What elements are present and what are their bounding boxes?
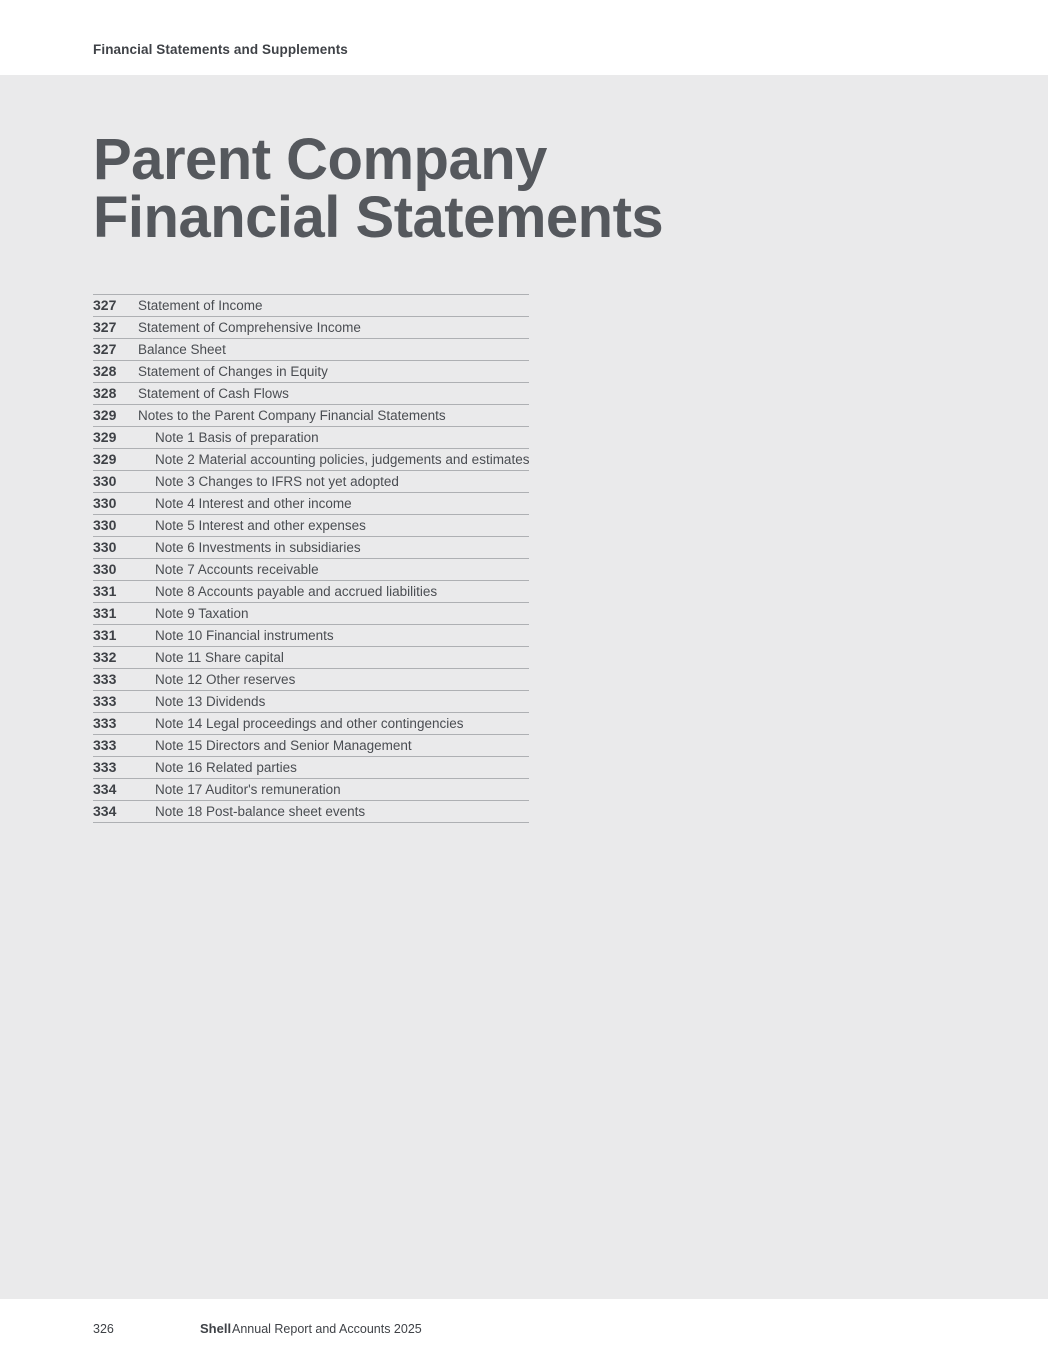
toc-entry[interactable] [93, 559, 529, 581]
toc-entry[interactable] [93, 581, 529, 603]
toc-entry-title: Note 10 Financial instruments [155, 628, 334, 643]
toc-entry[interactable] [93, 427, 529, 449]
toc-entry-title: Balance Sheet [138, 342, 226, 357]
toc-entry-page: 327 [93, 341, 117, 357]
toc-entry-title: Note 13 Dividends [155, 694, 266, 709]
footer-report-title: Annual Report and Accounts 2025 [232, 1322, 422, 1336]
section-label: Financial Statements and Supplements [93, 42, 348, 57]
toc-entry[interactable] [93, 757, 529, 779]
toc-entry[interactable] [93, 801, 529, 823]
toc-entry[interactable] [93, 603, 529, 625]
toc-entry-page: 331 [93, 605, 117, 621]
toc-entry-title: Note 16 Related parties [155, 760, 297, 775]
toc-entry-page: 330 [93, 539, 117, 555]
toc-entry[interactable] [93, 537, 529, 559]
toc-entry[interactable] [93, 361, 529, 383]
page-title [93, 127, 664, 250]
toc-entry-title: Statement of Comprehensive Income [138, 320, 361, 335]
toc-entry-title: Note 14 Legal proceedings and other contingencies [155, 716, 464, 731]
toc-entry-page: 327 [93, 319, 117, 335]
footer-page-number: 326 [93, 1322, 114, 1336]
toc-entry-page: 330 [93, 517, 117, 533]
table-of-contents [93, 294, 529, 823]
toc-entry[interactable] [93, 449, 529, 471]
toc-entry-page: 331 [93, 627, 117, 643]
toc-entry-page: 331 [93, 583, 117, 599]
toc-entry-title: Note 15 Directors and Senior Management [155, 738, 412, 753]
toc-entry-title: Note 7 Accounts receivable [155, 562, 319, 577]
toc-entry-page: 327 [93, 297, 117, 313]
page-header [0, 0, 1048, 75]
toc-entry-page: 329 [93, 407, 117, 423]
toc-entry-title: Note 17 Auditor's remuneration [155, 782, 341, 797]
toc-entry-title: Note 4 Interest and other income [155, 496, 352, 511]
toc-entry-page: 333 [93, 693, 117, 709]
toc-entry-title: Note 6 Investments in subsidiaries [155, 540, 361, 555]
page-footer [0, 1299, 1048, 1365]
toc-entry-title: Note 5 Interest and other expenses [155, 518, 366, 533]
toc-entry[interactable] [93, 669, 529, 691]
toc-entry-page: 328 [93, 363, 117, 379]
toc-entry-title: Note 3 Changes to IFRS not yet adopted [155, 474, 399, 489]
toc-entry[interactable] [93, 735, 529, 757]
toc-entry-title: Note 18 Post-balance sheet events [155, 804, 366, 819]
toc-entry-page: 334 [93, 803, 117, 819]
toc-entry-page: 329 [93, 451, 117, 467]
toc-entry-page: 328 [93, 385, 117, 401]
toc-entry-title: Note 9 Taxation [155, 606, 249, 621]
toc-entry-title: Note 12 Other reserves [155, 672, 296, 687]
toc-entry-title: Statement of Cash Flows [138, 386, 289, 401]
toc-entry-page: 332 [93, 649, 117, 665]
toc-entry-page: 334 [93, 781, 117, 797]
toc-entry-title: Note 8 Accounts payable and accrued liabilities [155, 584, 438, 599]
toc-entry-title: Statement of Changes in Equity [138, 364, 328, 379]
toc-entry[interactable] [93, 647, 529, 669]
page-title-line-2: Financial Statements [93, 185, 664, 250]
toc-entry[interactable] [93, 493, 529, 515]
toc-entry-page: 330 [93, 561, 117, 577]
toc-entry-title: Notes to the Parent Company Financial Statements [138, 408, 446, 423]
toc-entry-page: 333 [93, 737, 117, 753]
toc-entry[interactable] [93, 625, 529, 647]
toc-entry-title: Note 1 Basis of preparation [155, 430, 319, 445]
toc-entry-title: Statement of Income [138, 298, 263, 313]
toc-entry[interactable] [93, 295, 529, 317]
toc-entry[interactable] [93, 779, 529, 801]
toc-entry[interactable] [93, 515, 529, 537]
toc-entry-page: 329 [93, 429, 117, 445]
toc-entry[interactable] [93, 383, 529, 405]
toc-entry[interactable] [93, 691, 529, 713]
footer-brand: Shell [200, 1321, 232, 1336]
toc-entry-title: Note 11 Share capital [155, 650, 284, 665]
toc-entry[interactable] [93, 317, 529, 339]
toc-entry-title: Note 2 Material accounting policies, judgements and estimates [155, 452, 530, 467]
toc-entry[interactable] [93, 713, 529, 735]
toc-entry-page: 330 [93, 473, 117, 489]
toc-entry[interactable] [93, 405, 529, 427]
toc-entry-page: 333 [93, 759, 117, 775]
page-title-line-1: Parent Company [93, 127, 547, 192]
toc-entry-page: 333 [93, 671, 117, 687]
toc-entry-page: 330 [93, 495, 117, 511]
toc-entry[interactable] [93, 471, 529, 493]
toc-entry[interactable] [93, 339, 529, 361]
toc-entry-page: 333 [93, 715, 117, 731]
